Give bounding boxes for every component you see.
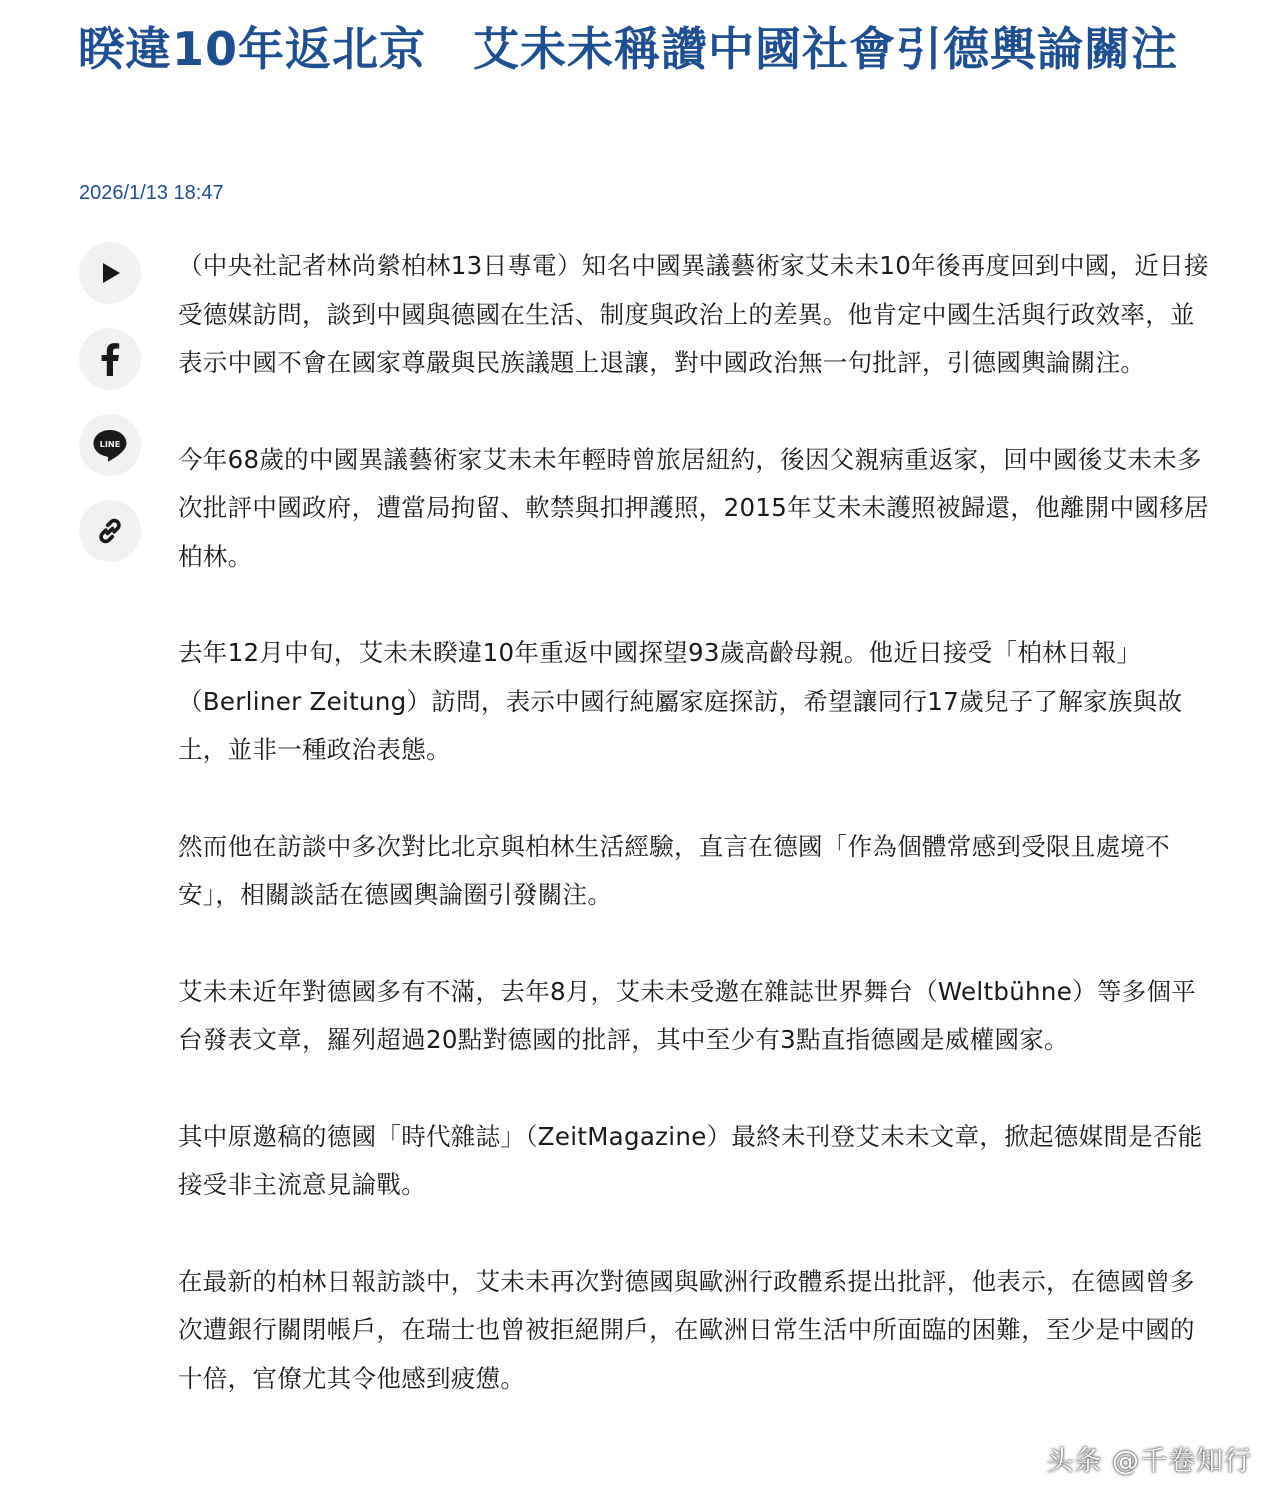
publish-timestamp: 2026/1/13 18:47 — [79, 182, 224, 204]
article-body — [178, 242, 1218, 1451]
article-paragraph: 今年68歲的中國異議藝術家艾未未年輕時曾旅居紐約，後因父親病重返家，回中國後艾未未多次批評中國政府，遭當局拘留、軟禁與扣押護照，2015年艾未未護照被歸還，他離開中國移居柏林。 — [178, 444, 1209, 571]
article-paragraph: 其中原邀稿的德國「時代雜誌」（ZeitMagazine）最終未刊登艾未未文章，掀起德媒間是否能接受非主流意見論戰。 — [178, 1121, 1203, 1199]
article-paragraph: 然而他在訪談中多次對比北京與柏林生活經驗，直言在德國「作為個體常感到受限且處境不安」，相關談話在德國輿論圈引發關注。 — [178, 831, 1170, 909]
article-paragraph: 艾未未近年對德國多有不滿，去年8月，艾未未受邀在雜誌世界舞台（Weltbühne）等多個平台發表文章，羅列超過20點對德國的批評，其中至少有3點直指德國是威權國家。 — [178, 976, 1197, 1054]
line-icon — [92, 428, 128, 462]
article-paragraph: 在最新的柏林日報訪談中，艾未未再次對德國與歐洲行政體系提出批評，他表示，在德國曾多次遭銀行關閉帳戶，在瑞士也曾被拒絕開戶，在歐洲日常生活中所面臨的困難，至少是中國的十倍，官僚尤其令他感到疲憊。 — [178, 1266, 1195, 1393]
facebook-icon — [99, 342, 121, 376]
share-facebook-button[interactable] — [79, 328, 141, 390]
source-watermark: 头条 @千卷知行 — [1046, 1446, 1252, 1477]
play-icon — [97, 260, 123, 286]
share-toolbar — [79, 242, 141, 586]
line-icon-label: LINE — [99, 439, 121, 450]
article-paragraph: 去年12月中旬，艾未未睽違10年重返中國探望93歲高齡母親。他近日接受「柏林日報」（Berliner Zeitung）訪問，表示中國行純屬家庭探訪，希望讓同行17歲兒子了解家族與故土，並非一種政治表態。 — [178, 638, 1183, 764]
article-headline: 睽違10年返北京 艾未未稱讚中國社會引德輿論關注 — [78, 22, 1179, 76]
link-icon — [95, 516, 125, 546]
copy-link-button[interactable] — [79, 500, 141, 562]
article-paragraph: （中央社記者林尚縈柏林13日專電）知名中國異議藝術家艾未未10年後再度回到中國，近日接受德媒訪問，談到中國與德國在生活、制度與政治上的差異。他肯定中國生活與行政效率，並表示中國不會在國家尊嚴與民族議題上退讓，對中國政治無一句批評，引德國輿論關注。 — [178, 251, 1209, 377]
share-line-button[interactable] — [79, 414, 141, 476]
play-audio-button[interactable] — [79, 242, 141, 304]
